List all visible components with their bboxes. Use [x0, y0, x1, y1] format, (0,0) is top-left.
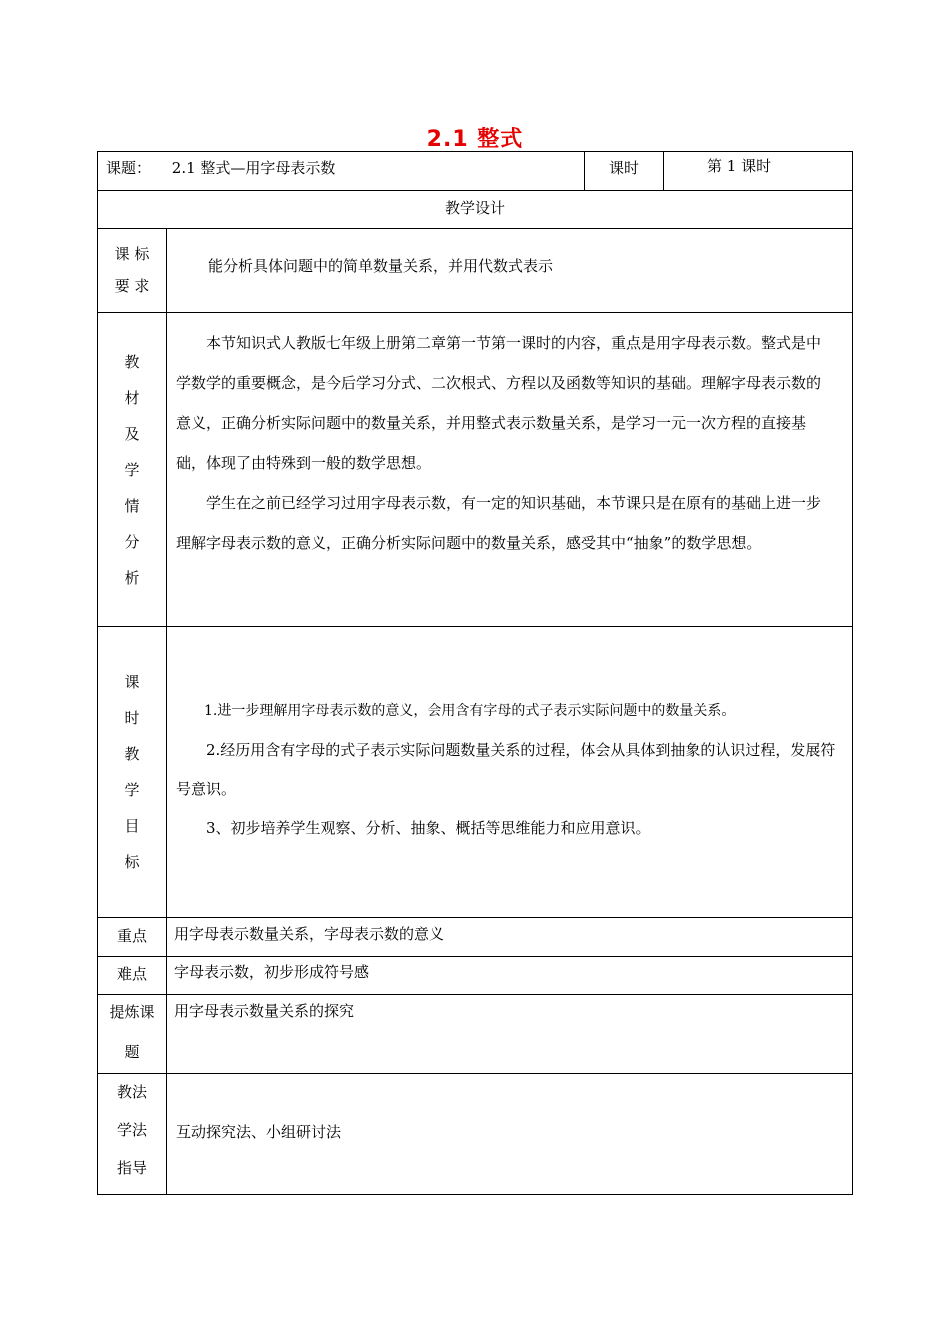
objectives-label-char: 目	[124, 817, 140, 835]
methods-label-line3: 指导	[116, 1159, 147, 1177]
analysis-label-char: 材	[124, 389, 140, 407]
analysis-label-char: 及	[124, 425, 140, 443]
hours-label: 课时	[608, 159, 639, 177]
hours-value: 第 1 课时	[707, 157, 772, 175]
analysis-label	[98, 344, 166, 596]
analysis-paragraph: 本节知识式人教版七年级上册第二章第一节第一课时的内容，重点是用字母表示数。整式是中学数学的重要概念，是今后学习分式、二次根式、方程以及函数等知识的基础。理解字母表示数的意义，正确分析实际问题中的数量关系，并用整式表示数量关系，是学习一元一次方程的直接基础，体现了由特殊到一般的数学思想。	[176, 334, 822, 472]
objective-item: 3、初步培养学生观察、分析、抽象、概括等思维能力和应用意识。	[206, 819, 651, 837]
methods-content: 互动探究法、小组研讨法	[176, 1123, 342, 1141]
lesson-plan-table	[97, 151, 853, 1195]
analysis-label-char: 教	[124, 353, 140, 371]
row-divider	[98, 626, 852, 627]
analysis-paragraph: 学生在之前已经学习过用字母表示数，有一定的知识基础，本节课只是在原有的基础上进一步理解字母表示数的意义，正确分析实际问题中的数量关系，感受其中“抽象”的数学思想。	[176, 494, 822, 552]
row-divider	[98, 994, 852, 995]
difficulty-content: 字母表示数，初步形成符号感	[174, 963, 370, 981]
objectives-label-char: 时	[124, 709, 140, 727]
topic-value: 2.1 整式—用字母表示数	[171, 159, 336, 177]
analysis-content	[176, 323, 832, 563]
design-title: 教学设计	[444, 199, 505, 217]
standard-label-line1: 课 标	[114, 245, 150, 263]
refine-content: 用字母表示数量关系的探究	[174, 1002, 355, 1020]
objective-item: 1.进一步理解用字母表示数的意义，会用含有字母的式子表示实际问题中的数量关系。	[204, 703, 736, 719]
refine-label	[98, 1002, 166, 1062]
row-divider	[98, 228, 852, 229]
col-divider	[166, 228, 167, 1194]
objectives-label-char: 课	[124, 673, 140, 691]
objectives-label-char: 标	[124, 853, 140, 871]
row-divider	[98, 1073, 852, 1074]
objectives-content	[176, 692, 846, 848]
topic-cell	[106, 158, 576, 178]
methods-label-line2: 学法	[116, 1121, 147, 1139]
methods-label	[98, 1082, 166, 1178]
row-divider	[98, 917, 852, 918]
standard-label	[98, 238, 166, 302]
row-divider	[98, 312, 852, 313]
page-title: 2.1 整式	[426, 127, 524, 152]
objectives-label-char: 学	[124, 781, 140, 799]
refine-label-line2: 题	[124, 1043, 140, 1061]
methods-label-line1: 教法	[116, 1083, 147, 1101]
refine-label-line1: 提炼课	[109, 1003, 155, 1021]
col-divider	[663, 152, 664, 190]
analysis-label-char: 析	[124, 569, 140, 587]
row-divider	[98, 956, 852, 957]
topic-label: 课题：	[106, 159, 152, 177]
objectives-label	[98, 664, 166, 880]
standard-content: 能分析具体问题中的简单数量关系，并用代数式表示	[208, 257, 554, 275]
key-point-label: 重点	[116, 927, 147, 945]
standard-label-line2: 要 求	[114, 277, 150, 295]
analysis-label-char: 学	[124, 461, 140, 479]
key-point-content: 用字母表示数量关系，字母表示数的意义	[174, 925, 445, 943]
analysis-label-char: 情	[124, 497, 140, 515]
objective-item: 2.经历用含有字母的式子表示实际问题数量关系的过程，体会从具体到抽象的认识过程，发展符号意识。	[176, 741, 836, 798]
analysis-label-char: 分	[124, 533, 140, 551]
objectives-label-char: 教	[124, 745, 140, 763]
difficulty-label: 难点	[116, 965, 147, 983]
row-divider	[98, 190, 852, 191]
